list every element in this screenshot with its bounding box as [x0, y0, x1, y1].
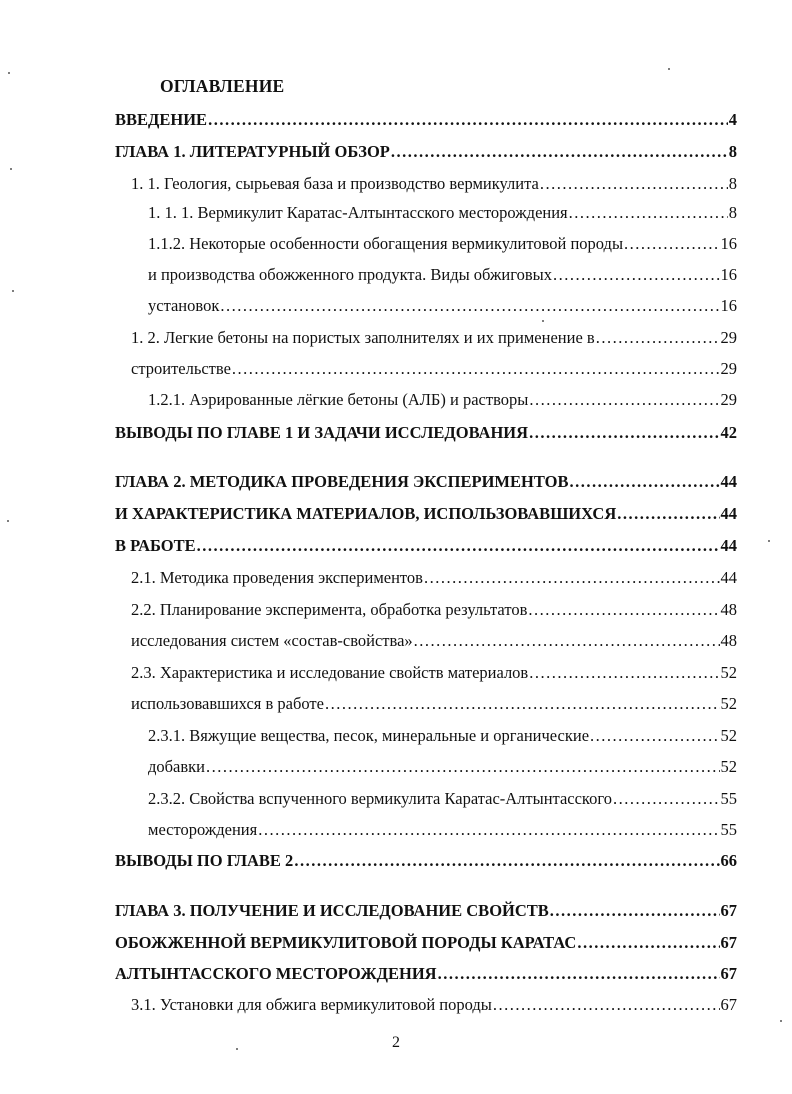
dot-leader — [208, 108, 728, 132]
toc-entry-label: ГЛАВА 1. ЛИТЕРАТУРНЫЙ ОБЗОР — [115, 142, 390, 161]
toc-entry-label: ВЫВОДЫ ПО ГЛАВЕ 2 — [115, 851, 294, 870]
toc-entry-1-2[interactable] — [131, 326, 737, 350]
toc-entry-chapter-3[interactable] — [115, 899, 737, 923]
toc-entry-label: АЛТЫНТАССКОГО МЕСТОРОЖДЕНИЯ — [115, 964, 437, 983]
dot-leader — [493, 993, 720, 1017]
toc-entry-page: 8 — [728, 142, 737, 161]
toc-entry-page: 16 — [720, 234, 737, 253]
scan-speck — [542, 320, 544, 322]
toc-entry-label: ВЫВОДЫ ПО ГЛАВЕ 1 И ЗАДАЧИ ИССЛЕДОВАНИЯ — [115, 423, 529, 442]
dot-leader — [438, 962, 720, 986]
toc-entry-label: исследования систем «состав-свойства» — [131, 631, 413, 650]
toc-entry-page: 66 — [720, 851, 737, 870]
dot-leader — [258, 818, 719, 842]
toc-entry-page: 67 — [720, 995, 737, 1014]
dot-leader — [424, 566, 720, 590]
scan-speck — [10, 168, 12, 170]
dot-leader — [529, 388, 719, 412]
dot-leader — [325, 692, 720, 716]
dot-leader — [528, 598, 719, 622]
toc-entry-page: 67 — [720, 964, 737, 983]
toc-entry-label: строительстве — [131, 359, 231, 378]
scan-speck — [768, 540, 770, 542]
dot-leader — [590, 724, 719, 748]
toc-entry-conclusions-2[interactable] — [115, 849, 737, 873]
dot-leader — [220, 294, 719, 318]
toc-entry-3-1[interactable] — [131, 993, 737, 1017]
toc-entry-page: 48 — [720, 600, 737, 619]
toc-entry-page: 55 — [720, 820, 737, 839]
toc-entry-page: 44 — [720, 504, 737, 523]
dot-leader — [294, 849, 719, 873]
toc-entry-label: 2.3.2. Свойства вспученного вермикулита Каратас-Алтынтасского — [148, 789, 612, 808]
toc-entry-label: В РАБОТЕ — [115, 536, 196, 555]
toc-entry-page: 44 — [720, 472, 737, 491]
toc-entry-page: 8 — [728, 174, 737, 193]
toc-entry-1-1-2-cont[interactable] — [148, 263, 737, 287]
toc-entry-page: 55 — [720, 789, 737, 808]
page-number: 2 — [392, 1034, 400, 1051]
toc-entry-label: 1. 1. 1. Вермикулит Каратас-Алтынтасского месторождения — [148, 203, 568, 222]
toc-entry-label: ВВЕДЕНИЕ — [115, 110, 208, 129]
dot-leader — [553, 263, 720, 287]
toc-entry-page: 52 — [720, 726, 737, 745]
toc-heading: ОГЛАВЛЕНИЕ — [160, 76, 285, 96]
toc-entry-page: 8 — [728, 203, 737, 222]
toc-entry-page: 67 — [720, 901, 737, 920]
toc-entry-page: 42 — [720, 423, 737, 442]
toc-entry-page: 29 — [720, 390, 737, 409]
toc-entry-page: 16 — [720, 265, 737, 284]
scan-speck — [8, 72, 10, 74]
toc-entry-1-1-2-end[interactable] — [148, 294, 737, 318]
toc-entry-2-1[interactable] — [131, 566, 737, 590]
toc-entry-label: 2.3.1. Вяжущие вещества, песок, минеральные и органические — [148, 726, 590, 745]
toc-entry-2-3-cont[interactable] — [131, 692, 737, 716]
toc-entry-page: 67 — [720, 933, 737, 952]
toc-entry-page: 29 — [720, 328, 737, 347]
toc-entry-chapter-2-cont[interactable] — [115, 502, 737, 526]
toc-entry-label: 3.1. Установки для обжига вермикулитовой породы — [131, 995, 492, 1014]
toc-entry-2-2-cont[interactable] — [131, 629, 737, 653]
toc-entry-page: 29 — [720, 359, 737, 378]
scan-speck — [668, 68, 670, 70]
toc-entry-label: добавки — [148, 757, 206, 776]
toc-entry-label: 1.1.2. Некоторые особенности обогащения вермикулитовой породы — [148, 234, 624, 253]
toc-entry-1-2-cont[interactable] — [131, 357, 737, 381]
toc-entry-2-3[interactable] — [131, 661, 737, 685]
dot-leader — [206, 755, 719, 779]
dot-leader — [232, 357, 720, 381]
toc-entry-2-3-2-cont[interactable] — [148, 818, 737, 842]
toc-entry-2-3-2[interactable] — [148, 787, 737, 811]
dot-leader — [577, 931, 719, 955]
dot-leader — [540, 172, 728, 196]
toc-entry-page: 52 — [720, 663, 737, 682]
dot-leader — [613, 787, 720, 811]
toc-entry-1-1[interactable] — [131, 172, 737, 196]
toc-entry-label: ГЛАВА 2. МЕТОДИКА ПРОВЕДЕНИЯ ЭКСПЕРИМЕНТОВ — [115, 472, 569, 491]
scan-speck — [7, 520, 9, 522]
toc-entry-1-2-1[interactable] — [148, 388, 737, 412]
toc-entry-page: 44 — [720, 568, 737, 587]
toc-entry-2-3-1-cont[interactable] — [148, 755, 737, 779]
dot-leader — [391, 140, 728, 164]
toc-entry-1-1-1[interactable] — [148, 201, 737, 225]
toc-entry-chapter-1[interactable] — [115, 140, 737, 164]
toc-entry-conclusions-1[interactable] — [115, 421, 737, 445]
toc-entry-label: установок — [148, 296, 220, 315]
toc-entry-label: И ХАРАКТЕРИСТИКА МАТЕРИАЛОВ, ИСПОЛЬЗОВАВШИХСЯ — [115, 504, 617, 523]
toc-entry-page: 16 — [720, 296, 737, 315]
toc-entry-page: 4 — [728, 110, 737, 129]
toc-entry-page: 52 — [720, 694, 737, 713]
scan-speck — [236, 1048, 238, 1050]
toc-entry-label: 1. 2. Легкие бетоны на пористых заполнителях и их применение в — [131, 328, 595, 347]
toc-entry-chapter-3-cont[interactable] — [115, 931, 737, 955]
toc-entry-page: 52 — [720, 757, 737, 776]
toc-entry-label: 1.2.1. Аэрированные лёгкие бетоны (АЛБ) и растворы — [148, 390, 529, 409]
toc-entry-label: ОБОЖЖЕННОЙ ВЕРМИКУЛИТОВОЙ ПОРОДЫ КАРАТАС — [115, 933, 577, 952]
toc-entry-introduction[interactable] — [115, 108, 737, 132]
toc-entry-label: ГЛАВА 3. ПОЛУЧЕНИЕ И ИССЛЕДОВАНИЕ СВОЙСТВ — [115, 901, 549, 920]
toc-entry-label: 1. 1. Геология, сырьевая база и производство вермикулита — [131, 174, 539, 193]
dot-leader — [197, 534, 720, 558]
scan-speck — [12, 290, 14, 292]
dot-leader — [529, 421, 719, 445]
toc-entry-chapter-3-end[interactable] — [115, 962, 737, 986]
dot-leader — [596, 326, 720, 350]
dot-leader — [529, 661, 719, 685]
dot-leader — [569, 470, 719, 494]
toc-entry-1-1-2[interactable] — [148, 232, 737, 256]
toc-entry-label: и производства обожженного продукта. Виды обжиговых — [148, 265, 552, 284]
dot-leader — [569, 201, 728, 225]
toc-entry-chapter-2-end[interactable] — [115, 534, 737, 558]
toc-entry-2-2[interactable] — [131, 598, 737, 622]
toc-entry-page: 44 — [720, 536, 737, 555]
toc-entry-label: месторождения — [148, 820, 258, 839]
toc-entry-chapter-2[interactable] — [115, 470, 737, 494]
dot-leader — [624, 232, 719, 256]
toc-entry-page: 48 — [720, 631, 737, 650]
toc-entry-2-3-1[interactable] — [148, 724, 737, 748]
toc-entry-label: 2.1. Методика проведения экспериментов — [131, 568, 423, 587]
toc-entry-label: 2.2. Планирование эксперимента, обработка результатов — [131, 600, 528, 619]
toc-entry-label: 2.3. Характеристика и исследование свойств материалов — [131, 663, 529, 682]
dot-leader — [617, 502, 719, 526]
dot-leader — [414, 629, 720, 653]
dot-leader — [550, 899, 720, 923]
scan-speck — [780, 1020, 782, 1022]
toc-entry-label: использовавшихся в работе — [131, 694, 324, 713]
